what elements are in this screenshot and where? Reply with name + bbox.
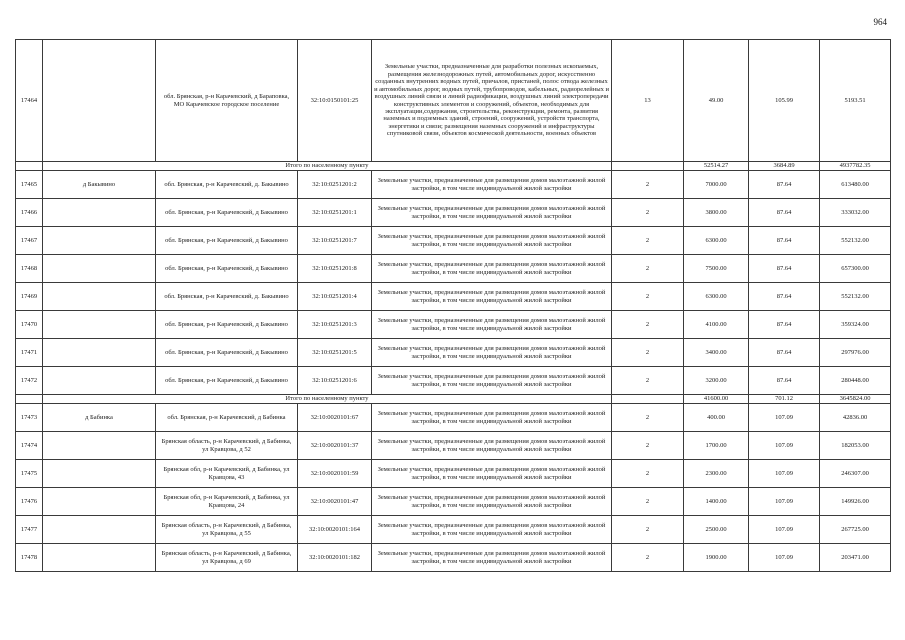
area-value: 7500.00	[684, 255, 749, 283]
rate-value: 107.09	[749, 488, 820, 516]
permitted-use: Земельные участки, предназначенные для размещения домов малоэтажной жилой застройки, в том числе индивидуальной жилой застройки	[372, 460, 612, 488]
record-number: 17477	[16, 516, 43, 544]
cadastral-value: 5193.51	[820, 40, 891, 162]
cadastral-number: 32:10:0251201:7	[298, 227, 372, 255]
area-value: 6300.00	[684, 227, 749, 255]
table-row	[16, 199, 891, 227]
rate-value: 107.09	[749, 516, 820, 544]
locality-name	[43, 544, 156, 572]
cadastral-value: 657300.00	[820, 255, 891, 283]
permitted-use: Земельные участки, предназначенные для размещения домов малоэтажной жилой застройки, в том числе индивидуальной жилой застройки	[372, 311, 612, 339]
cadastral-value: 552132.00	[820, 283, 891, 311]
cadastral-number: 32:10:0251201:5	[298, 339, 372, 367]
locality-name	[43, 460, 156, 488]
area-value: 49.00	[684, 40, 749, 162]
use-code: 13	[612, 40, 684, 162]
subtotal-rate: 701.12	[749, 395, 820, 404]
cadastral-value: 267725.00	[820, 516, 891, 544]
rate-value: 87.64	[749, 283, 820, 311]
cadastral-number: 32:10:0020101:164	[298, 516, 372, 544]
rate-value: 107.09	[749, 404, 820, 432]
area-value: 400.00	[684, 404, 749, 432]
cadastral-number: 32:10:0020101:59	[298, 460, 372, 488]
record-number: 17465	[16, 171, 43, 199]
address-cell: обл. Брянская, р-н Карачевский, д Бакывино	[156, 255, 298, 283]
address-cell: обл. Брянская, р-н Карачевский, д Бабинка	[156, 404, 298, 432]
subtotal-value: 4937782.35	[820, 162, 891, 171]
area-value: 3400.00	[684, 339, 749, 367]
use-code: 2	[612, 255, 684, 283]
address-cell: обл. Брянская, р-н Карачевский, д Бараповка, МО Карачевское городское поселение	[156, 40, 298, 162]
cadastral-value: 297976.00	[820, 339, 891, 367]
use-code: 2	[612, 404, 684, 432]
table-row	[16, 227, 891, 255]
locality-name	[43, 311, 156, 339]
locality-name	[43, 516, 156, 544]
area-value: 1400.00	[684, 488, 749, 516]
use-code: 2	[612, 339, 684, 367]
table-row	[16, 311, 891, 339]
area-value: 7000.00	[684, 171, 749, 199]
cadastral-value: 246307.00	[820, 460, 891, 488]
record-number: 17467	[16, 227, 43, 255]
use-code: 2	[612, 199, 684, 227]
cadastral-number: 32:10:0251201:4	[298, 283, 372, 311]
area-value: 2500.00	[684, 516, 749, 544]
area-value: 3200.00	[684, 367, 749, 395]
locality-name	[43, 339, 156, 367]
address-cell: обл. Брянская, р-н Карачевский, д. Бакывино	[156, 171, 298, 199]
registry-body	[16, 40, 891, 572]
table-row	[16, 404, 891, 432]
locality-name	[43, 432, 156, 460]
area-value: 1700.00	[684, 432, 749, 460]
record-number: 17464	[16, 40, 43, 162]
table-row	[16, 367, 891, 395]
table-row	[16, 544, 891, 572]
use-code: 2	[612, 544, 684, 572]
record-number: 17472	[16, 367, 43, 395]
record-number: 17473	[16, 404, 43, 432]
cadastral-value: 359324.00	[820, 311, 891, 339]
record-number: 17470	[16, 311, 43, 339]
table-row	[16, 516, 891, 544]
subtotal-area: 52514.27	[684, 162, 749, 171]
area-value: 6300.00	[684, 283, 749, 311]
record-number: 17469	[16, 283, 43, 311]
subtotal-row	[16, 395, 891, 404]
use-code: 2	[612, 311, 684, 339]
area-value: 4100.00	[684, 311, 749, 339]
cadastral-value: 182053.00	[820, 432, 891, 460]
address-cell: обл. Брянская, р-н Карачевский, д Бакывино	[156, 227, 298, 255]
locality-name: д Бакывино	[43, 171, 156, 199]
cadastral-number: 32:10:0251201:1	[298, 199, 372, 227]
subtotal-area: 41600.00	[684, 395, 749, 404]
locality-name	[43, 227, 156, 255]
table-row	[16, 339, 891, 367]
rate-value: 107.09	[749, 544, 820, 572]
locality-name	[43, 488, 156, 516]
rate-value: 87.64	[749, 255, 820, 283]
subtotal-rate: 3684.89	[749, 162, 820, 171]
subtotal-row	[16, 162, 891, 171]
cadastral-number: 32:10:0020101:182	[298, 544, 372, 572]
permitted-use: Земельные участки, предназначенные для размещения домов малоэтажной жилой застройки, в том числе индивидуальной жилой застройки	[372, 404, 612, 432]
page-number: 964	[873, 17, 887, 27]
cadastral-number: 32:10:0251201:2	[298, 171, 372, 199]
cadastral-value: 552132.00	[820, 227, 891, 255]
rate-value: 87.64	[749, 339, 820, 367]
subtotal-label: Итого по населенному пункту	[43, 162, 612, 171]
address-cell: обл. Брянская, р-н Карачевский, д Бакывино	[156, 367, 298, 395]
rate-value: 107.09	[749, 460, 820, 488]
cadastral-value: 203471.00	[820, 544, 891, 572]
record-number: 17476	[16, 488, 43, 516]
permitted-use: Земельные участки, предназначенные для размещения домов малоэтажной жилой застройки, в том числе индивидуальной жилой застройки	[372, 339, 612, 367]
table-row	[16, 432, 891, 460]
use-code: 2	[612, 171, 684, 199]
permitted-use: Земельные участки, предназначенные для размещения домов малоэтажной жилой застройки, в том числе индивидуальной жилой застройки	[372, 488, 612, 516]
address-cell: обл. Брянская, р-н Карачевский, д Бакывино	[156, 199, 298, 227]
address-cell: обл. Брянская, р-н Карачевский, д Бакывино	[156, 311, 298, 339]
table-row	[16, 255, 891, 283]
table-row	[16, 488, 891, 516]
use-code: 2	[612, 432, 684, 460]
cadastral-value: 280448.00	[820, 367, 891, 395]
locality-name	[43, 40, 156, 162]
cadastral-number: 32:10:0150101:25	[298, 40, 372, 162]
address-cell: Брянская область, р-н Карачевский, д Бабинка, ул Кравцова, д 69	[156, 544, 298, 572]
subtotal-code-cell	[612, 162, 684, 171]
rate-value: 87.64	[749, 227, 820, 255]
cadastral-number: 32:10:0020101:37	[298, 432, 372, 460]
permitted-use: Земельные участки, предназначенные для размещения домов малоэтажной жилой застройки, в том числе индивидуальной жилой застройки	[372, 255, 612, 283]
permitted-use: Земельные участки, предназначенные для размещения домов малоэтажной жилой застройки, в том числе индивидуальной жилой застройки	[372, 544, 612, 572]
permitted-use: Земельные участки, предназначенные для разработки полезных ископаемых, размещения железнодорожных путей, автомобильных дорог, искусственно созданных внутренних водных путей, причалов, пристаней, полос отвода железных и автомобильных дорог, водных путей, трубопроводов, кабельных, радиорелейных и воздушных линий связи и линий радиофикации, воздушных линий электропередачи конструктивных элементов и сооружений, объектов, необходимых для эксплуатации,содержания, строительства, реконструкции, ремонта, развития наземных и подземных зданий, строений, сооружений, устройств транспорта, энергетики и связи; размещения наземных сооружений и инфраструктуры спутниковой связи, объектов космической деятельности, военных объектов	[372, 40, 612, 162]
subtotal-value: 3645824.00	[820, 395, 891, 404]
permitted-use: Земельные участки, предназначенные для размещения домов малоэтажной жилой застройки, в том числе индивидуальной жилой застройки	[372, 516, 612, 544]
cadastral-number: 32:10:0251201:8	[298, 255, 372, 283]
cadastral-number: 32:10:0251201:6	[298, 367, 372, 395]
locality-name	[43, 367, 156, 395]
record-number: 17468	[16, 255, 43, 283]
cadastral-number: 32:10:0020101:67	[298, 404, 372, 432]
rate-value: 87.64	[749, 367, 820, 395]
locality-name	[43, 199, 156, 227]
use-code: 2	[612, 488, 684, 516]
record-number: 17471	[16, 339, 43, 367]
permitted-use: Земельные участки, предназначенные для размещения домов малоэтажной жилой застройки, в том числе индивидуальной жилой застройки	[372, 367, 612, 395]
permitted-use: Земельные участки, предназначенные для размещения домов малоэтажной жилой застройки, в том числе индивидуальной жилой застройки	[372, 227, 612, 255]
table-row	[16, 40, 891, 162]
rate-value: 105.99	[749, 40, 820, 162]
permitted-use: Земельные участки, предназначенные для размещения домов малоэтажной жилой застройки, в том числе индивидуальной жилой застройки	[372, 171, 612, 199]
use-code: 2	[612, 460, 684, 488]
cadastral-value: 149926.00	[820, 488, 891, 516]
use-code: 2	[612, 283, 684, 311]
address-cell: Брянская область, р-н Карачевский, д Бабинка, ул Кравцова, д 55	[156, 516, 298, 544]
record-number: 17466	[16, 199, 43, 227]
permitted-use: Земельные участки, предназначенные для размещения домов малоэтажной жилой застройки, в том числе индивидуальной жилой застройки	[372, 432, 612, 460]
subtotal-code-cell	[612, 395, 684, 404]
rate-value: 87.64	[749, 171, 820, 199]
address-cell: обл. Брянская, р-н Карачевский, д. Бакывино	[156, 283, 298, 311]
rate-value: 87.64	[749, 311, 820, 339]
cadastral-value: 333032.00	[820, 199, 891, 227]
subtotal-label: Итого по населенному пункту	[43, 395, 612, 404]
record-number: 17474	[16, 432, 43, 460]
use-code: 2	[612, 516, 684, 544]
cadastral-value: 42836.00	[820, 404, 891, 432]
locality-name	[43, 283, 156, 311]
cadastral-value: 613480.00	[820, 171, 891, 199]
table-row	[16, 283, 891, 311]
locality-name: д Бабинка	[43, 404, 156, 432]
area-value: 2300.00	[684, 460, 749, 488]
rate-value: 87.64	[749, 199, 820, 227]
permitted-use: Земельные участки, предназначенные для размещения домов малоэтажной жилой застройки, в том числе индивидуальной жилой застройки	[372, 199, 612, 227]
cadastral-number: 32:10:0251201:3	[298, 311, 372, 339]
table-row	[16, 171, 891, 199]
cadastral-number: 32:10:0020101:47	[298, 488, 372, 516]
address-cell: Брянская обл, р-н Карачевский, д Бабинка, ул Кравцова, 24	[156, 488, 298, 516]
locality-name	[43, 255, 156, 283]
address-cell: Брянская область, р-н Карачевский, д Бабинка, ул Кравцова, д 52	[156, 432, 298, 460]
use-code: 2	[612, 227, 684, 255]
land-registry-table	[15, 39, 891, 572]
record-number: 17475	[16, 460, 43, 488]
rate-value: 107.09	[749, 432, 820, 460]
area-value: 3800.00	[684, 199, 749, 227]
subtotal-number-cell	[16, 395, 43, 404]
address-cell: Брянская обл, р-н Карачевский, д Бабинка, ул Кравцова, 43	[156, 460, 298, 488]
address-cell: обл. Брянская, р-н Карачевский, д Бакывино	[156, 339, 298, 367]
use-code: 2	[612, 367, 684, 395]
record-number: 17478	[16, 544, 43, 572]
permitted-use: Земельные участки, предназначенные для размещения домов малоэтажной жилой застройки, в том числе индивидуальной жилой застройки	[372, 283, 612, 311]
area-value: 1900.00	[684, 544, 749, 572]
table-row	[16, 460, 891, 488]
subtotal-number-cell	[16, 162, 43, 171]
